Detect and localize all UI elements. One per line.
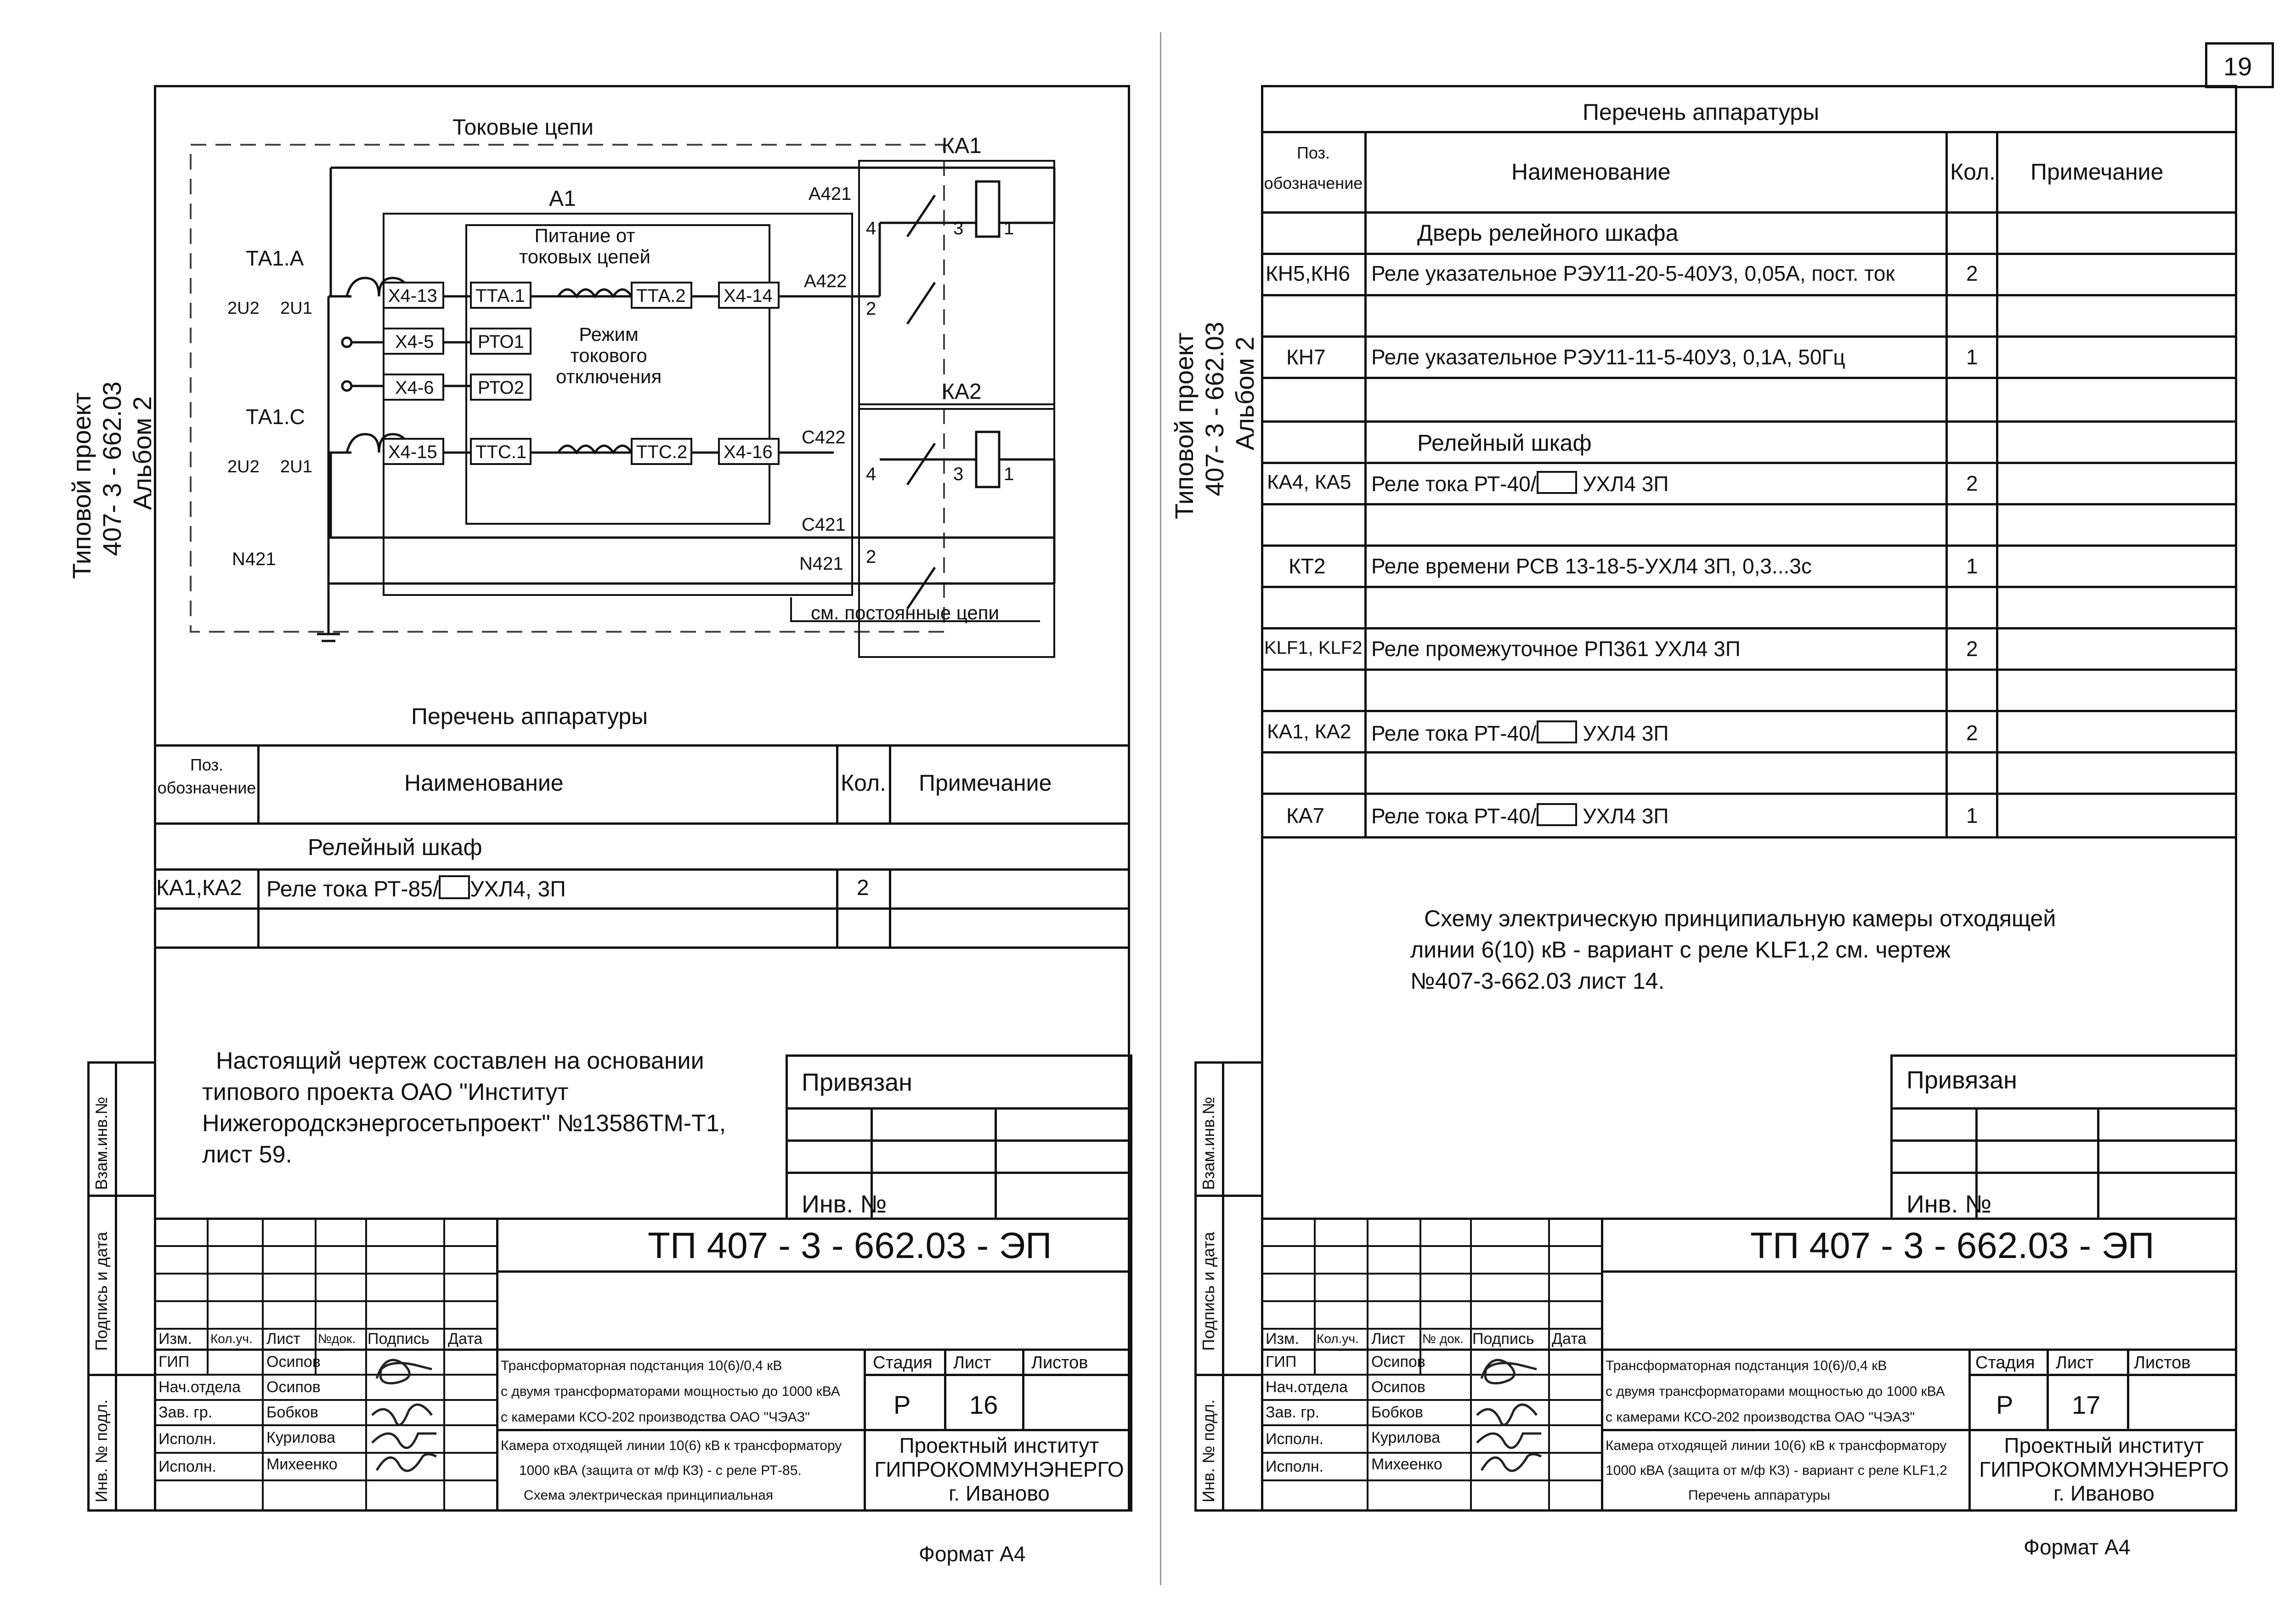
left-inv: Инв. № — [802, 1190, 887, 1218]
right-row4-pos: КТ2 — [1289, 554, 1326, 578]
r-h11 — [1261, 627, 2237, 629]
right-org: Проектный институт ГИПРОКОММУНЭНЕРГО г. Иваново — [1979, 1434, 2229, 1505]
r-h5 — [1261, 377, 2237, 379]
right-row1-qty: 2 — [1966, 261, 1978, 285]
r-h13 — [1261, 710, 2237, 712]
mode-label: Режим токового отключения — [556, 323, 662, 387]
right-name-2: Осипов — [1371, 1378, 1425, 1396]
left-stamp-h-code — [496, 1270, 1132, 1273]
left-note: Настоящий чертеж составлен на основании типового проекта ОАО "Институт Нижегородскэнергосетьпроект" №13586ТМ-Т1, лист 59. — [202, 1048, 726, 1168]
rg-h3 — [1261, 1300, 1601, 1302]
right-side-div — [1222, 1061, 1224, 1512]
rg-h5 — [1261, 1349, 1601, 1351]
r-h7 — [1261, 462, 2237, 464]
right-row5-name: Реле промежуточное РП361 УХЛ4 3П — [1371, 637, 1741, 661]
left-section-title: Релейный шкаф — [308, 834, 482, 860]
right-role-2: Нач.отдела — [1266, 1378, 1348, 1396]
terminal-tta2: ТТА.2 — [636, 286, 686, 306]
left-list-col2 — [836, 744, 838, 822]
right-row5-pos: KLF1, KLF2 — [1264, 638, 1363, 658]
left-name-4: Курилова — [266, 1429, 336, 1446]
left-list-col3b — [889, 868, 891, 949]
right-col-date: Дата — [1552, 1330, 1587, 1348]
right-row3-name: Реле тока РТ-40/ УХЛ4 3П — [1371, 472, 1669, 496]
left-sheet: 16 — [969, 1390, 998, 1419]
right-row1-pos: КН5,КН6 — [1266, 261, 1350, 285]
left-col-izm: Изм. — [158, 1330, 192, 1348]
left-stamp-code: ТП 407 - 3 - 662.03 - ЭП — [648, 1225, 1052, 1266]
left-list-col1 — [257, 744, 260, 822]
terminal-x4-16: Х4-16 — [724, 442, 773, 462]
left-role-5: Исполн. — [158, 1458, 217, 1475]
right-hdr-note: Примечание — [2030, 159, 2164, 185]
lg-v3 — [315, 1218, 317, 1374]
right-col-kol: Кол.уч. — [1317, 1332, 1359, 1346]
right-side-label-3: Инв. № подл. — [1199, 1399, 1218, 1502]
right-privyazan: Привязан — [1906, 1066, 2017, 1094]
wire-a421: А421 — [809, 184, 852, 204]
left-col-date: Дата — [448, 1330, 483, 1348]
right-stamp-v-sheets — [2127, 1349, 2129, 1429]
lg-v4 — [365, 1218, 367, 1512]
right-desc2: Камера отходящей линии 10(6) кВ к трансформатору 1000 кВА (защита от м/ф КЗ) - вариант с реле KLF1,2 Перечень аппаратуры — [1606, 1438, 1947, 1503]
left-name-5: Михеенко — [266, 1456, 338, 1473]
right-row2-name: Реле указательное РЭУ11-11-5-40У3, 0,1А, 50Гц — [1371, 345, 1845, 369]
rg-v4 — [1470, 1218, 1472, 1512]
right-col-doc: № док. — [1422, 1332, 1464, 1346]
terminal-x4-5: Х4-5 — [395, 332, 434, 352]
left-role-2: Нач.отдела — [158, 1378, 241, 1396]
left-row-pos: КА1,КА2 — [156, 876, 242, 900]
right-signatures — [1472, 1351, 1548, 1484]
right-row7-qty: 1 — [1966, 804, 1978, 827]
wire-c422: С422 — [802, 427, 846, 448]
left-signatures — [368, 1351, 443, 1484]
left-list-row2-bottom — [154, 946, 1130, 949]
ka1-contact-1: 1 — [1004, 218, 1014, 238]
r-h3 — [1261, 294, 2237, 296]
left-list-title: Перечень аппаратуры — [411, 703, 648, 729]
r-h8 — [1261, 503, 2237, 505]
right-format: Формат А4 — [2024, 1535, 2131, 1559]
ta1a-term-2: 2U1 — [280, 299, 312, 318]
left-row-name: Реле тока РТ-85/ УХЛ4, 3П — [266, 875, 566, 902]
ka2-label: КА2 — [942, 380, 982, 404]
terminal-x4-14: Х4-14 — [724, 286, 773, 306]
right-stage-h: Стадия — [1975, 1353, 2035, 1372]
rg-h7 — [1261, 1399, 1601, 1401]
right-inv: Инв. № — [1906, 1190, 1992, 1218]
page-number: 19 — [2223, 52, 2252, 81]
left-list-col2b — [836, 868, 838, 949]
right-hdr-pos: Поз. обозначение — [1264, 143, 1363, 193]
r-h12 — [1261, 669, 2237, 671]
left-side-label-2: Подпись и дата — [92, 1232, 111, 1351]
right-priv-h2 — [1890, 1139, 2237, 1142]
right-list-title: Перечень аппаратуры — [1583, 99, 1820, 125]
right-row5-qty: 2 — [1966, 637, 1978, 661]
lg-v5 — [443, 1218, 445, 1512]
rg-h6 — [1261, 1374, 1601, 1376]
left-side-title: Типовой проект 407- 3 - 662.03 Альбом 2 — [67, 381, 157, 579]
right-row6-qty: 2 — [1966, 721, 1978, 745]
rg-h9 — [1261, 1452, 1601, 1454]
right-side-label-2: Подпись и дата — [1199, 1232, 1218, 1351]
right-stamp-h-stage — [1968, 1374, 2237, 1376]
right-side-title: Типовой проект 407- 3 - 662.03 Альбом 2 — [1170, 322, 1259, 519]
left-side-label-1: Взам.инв.№ — [92, 1096, 111, 1190]
terminal-ttc2: ТТС.2 — [636, 442, 688, 462]
right-stamp-code: ТП 407 - 3 - 662.03 - ЭП — [1750, 1225, 2155, 1266]
r-v3 — [1996, 131, 1998, 839]
rg-h10 — [1261, 1479, 1601, 1481]
right-hdr-name: Наименование — [1511, 159, 1671, 185]
rg-v5 — [1548, 1218, 1550, 1512]
blank-box — [439, 875, 470, 899]
right-desc1: Трансформаторная подстанция 10(6)/0,4 кВ с двумя трансформаторами мощностью до 1000 кВА с камерами КСО-202 производства ОАО "ЧЭАЗ" — [1606, 1358, 1945, 1425]
terminal-rto1: РТО1 — [478, 332, 524, 352]
ta1a-label: ТА1.А — [246, 246, 304, 270]
left-name-1: Осипов — [266, 1353, 321, 1371]
blank-box — [1537, 471, 1577, 494]
right-priv-v2 — [2097, 1107, 2099, 1220]
left-priv-v2 — [995, 1107, 997, 1220]
right-priv-h1 — [1890, 1107, 2237, 1110]
right-col-izm: Изм. — [1266, 1330, 1299, 1348]
rg-h1 — [1261, 1245, 1601, 1247]
left-role-4: Исполн. — [158, 1430, 217, 1448]
ka2-contact-3: 3 — [953, 464, 964, 484]
left-priv-h1 — [786, 1107, 1132, 1110]
ta1a-term-1: 2U2 — [227, 299, 260, 318]
left-side-h2 — [87, 1374, 156, 1376]
left-hdr-name: Наименование — [404, 770, 564, 796]
rg-v2 — [1367, 1218, 1369, 1512]
right-stage: Р — [1996, 1390, 2013, 1419]
left-list-hdr-bottom — [154, 822, 1130, 825]
page-fold — [1160, 32, 1161, 1585]
r-v1 — [1364, 131, 1367, 839]
left-sheet-h: Лист — [953, 1353, 991, 1372]
right-side-h1 — [1194, 1195, 1263, 1197]
right-row6-name: Реле тока РТ-40/ УХЛ4 3П — [1371, 721, 1669, 745]
ta1c-term-1: 2U2 — [227, 457, 260, 476]
r-h0 — [1261, 131, 2237, 133]
ta1c-label: ТА1.С — [246, 405, 305, 429]
left-privyazan: Привязан — [802, 1069, 912, 1096]
lg-v2 — [262, 1218, 264, 1512]
rg-h4 — [1261, 1328, 1601, 1330]
left-stage-h: Стадия — [873, 1353, 933, 1372]
right-row2-pos: КН7 — [1286, 345, 1326, 369]
left-list-row1-top — [154, 868, 1130, 871]
ka2-contact-1: 1 — [1004, 464, 1014, 484]
r-h6 — [1261, 420, 2237, 423]
terminal-x4-6: Х4-6 — [395, 378, 434, 398]
left-priv-h2 — [786, 1139, 1132, 1142]
left-desc2: Камера отходящей линии 10(6) кВ к трансформатору 1000 кВА (защита от м/ф КЗ) - с реле РТ-85. Схема электрическая принципиальная — [501, 1438, 842, 1503]
supply-label: Питание от токовых цепей — [519, 225, 651, 267]
right-note: Схему электрическую принципиальную камеры отходящей линии 6(10) кВ - вариант с реле KLF1,2 см. чертеж №407-3-662.03 лист 14. — [1410, 906, 2056, 994]
ka1-label: КА1 — [942, 134, 982, 158]
r-v2 — [1945, 131, 1948, 839]
left-stamp-h-stage — [864, 1374, 1132, 1376]
right-row6-pos: КА1, КА2 — [1267, 720, 1352, 743]
right-role-3: Зав. гр. — [1266, 1404, 1320, 1421]
r-h4 — [1261, 335, 2237, 338]
right-row3-pos: КА4, КА5 — [1267, 471, 1352, 493]
rg-v1 — [1314, 1218, 1316, 1374]
right-row1-name: Реле указательное РЭУ11-20-5-40У3, 0,05А, пост. ток — [1371, 261, 1895, 285]
r-h9 — [1261, 544, 2237, 547]
rg-v3 — [1419, 1218, 1421, 1374]
see-note: см. постоянные цепи — [811, 602, 999, 623]
ta1c-term-2: 2U1 — [280, 457, 312, 476]
left-side-div — [115, 1061, 117, 1512]
right-name-4: Курилова — [1371, 1429, 1441, 1446]
right-col-sign: Подпись — [1472, 1330, 1534, 1348]
left-stamp-v-main — [496, 1218, 498, 1512]
ka2-contact-4: 4 — [866, 464, 877, 484]
left-hdr-qty: Кол. — [841, 770, 886, 796]
right-name-3: Бобков — [1371, 1404, 1423, 1421]
terminal-x4-13: Х4-13 — [388, 286, 437, 306]
wire-a422: А422 — [804, 271, 847, 291]
terminal-rto2: РТО2 — [478, 378, 524, 398]
left-stage: Р — [894, 1390, 911, 1419]
left-list-top — [154, 744, 1130, 747]
left-format: Формат А4 — [919, 1542, 1026, 1566]
blank-box — [1537, 803, 1577, 826]
r-h15 — [1261, 793, 2237, 795]
left-side-h1 — [87, 1195, 156, 1197]
right-name-1: Осипов — [1371, 1353, 1425, 1371]
right-priv-h3 — [1890, 1172, 2237, 1174]
r-h16 — [1261, 836, 2237, 839]
left-stamp-v-sheet — [944, 1349, 946, 1429]
terminal-x4-15: Х4-15 — [388, 442, 437, 462]
right-row3-qty: 2 — [1966, 471, 1978, 495]
right-role-1: ГИП — [1266, 1353, 1297, 1371]
right-section-2: Релейный шкаф — [1417, 430, 1592, 456]
left-name-3: Бобков — [266, 1404, 318, 1421]
right-section-1: Дверь релейного шкафа — [1417, 220, 1679, 246]
right-stamp-h-desc — [1601, 1349, 2237, 1351]
right-row7-name: Реле тока РТ-40/ УХЛ4 3П — [1371, 804, 1669, 828]
terminal-ttc1: ТТС.1 — [475, 442, 527, 462]
left-hdr-pos: Поз. обозначение — [157, 755, 256, 797]
left-col-doc: №док. — [318, 1332, 356, 1346]
right-sheets-h: Листов — [2134, 1353, 2191, 1372]
rg-h8 — [1261, 1424, 1601, 1426]
ka1-contact-3: 3 — [953, 218, 964, 238]
left-name-2: Осипов — [266, 1378, 321, 1396]
left-stamp-h-desc — [496, 1349, 1132, 1351]
left-list-row1-bottom — [154, 907, 1130, 910]
right-stamp-v-main — [1601, 1218, 1603, 1512]
wire-n421-b: N421 — [799, 554, 843, 574]
left-priv-h3 — [786, 1172, 1132, 1174]
ka1-contact-4: 4 — [866, 218, 877, 238]
blank-box — [1537, 720, 1577, 743]
wire-n421-a: N421 — [232, 549, 276, 569]
left-col-kol: Кол.уч. — [210, 1332, 253, 1346]
schematic-title: Токовые цепи — [452, 115, 594, 140]
right-stamp-v-sheet — [2047, 1349, 2049, 1429]
left-org: Проектный институт ГИПРОКОММУНЭНЕРГО г. Иваново — [874, 1434, 1124, 1505]
r-h10 — [1261, 586, 2237, 588]
a1-label: А1 — [549, 187, 576, 211]
right-row2-qty: 1 — [1966, 345, 1978, 369]
left-hdr-note: Примечание — [919, 770, 1052, 796]
left-list-col1b — [257, 868, 260, 949]
left-row-qty: 2 — [857, 876, 869, 900]
right-sheet: 17 — [2072, 1390, 2101, 1419]
left-list-col3 — [889, 744, 891, 822]
left-stamp-v-sheets — [1022, 1349, 1024, 1429]
right-side-h2 — [1194, 1374, 1263, 1376]
right-role-4: Исполн. — [1266, 1430, 1324, 1448]
r-h2 — [1261, 253, 2237, 255]
right-col-list: Лист — [1371, 1330, 1405, 1348]
right-name-5: Михеенко — [1371, 1456, 1442, 1473]
left-desc1: Трансформаторная подстанция 10(6)/0,4 кВ с двумя трансформаторами мощностью до 1000 кВА с камерами КСО-202 производства ОАО "ЧЭАЗ" — [501, 1358, 840, 1425]
left-sheets-h: Листов — [1031, 1353, 1088, 1372]
ka1-contact-2: 2 — [866, 299, 877, 319]
right-row7-pos: КА7 — [1286, 804, 1325, 827]
left-role-1: ГИП — [158, 1353, 190, 1371]
left-role-3: Зав. гр. — [158, 1404, 213, 1421]
right-hdr-qty: Кол. — [1950, 159, 1996, 185]
right-row4-qty: 1 — [1966, 554, 1978, 578]
left-col-sign: Подпись — [368, 1330, 430, 1348]
right-sheet-h: Лист — [2056, 1353, 2094, 1372]
terminal-tta1: ТТА.1 — [475, 286, 525, 306]
right-row4-name: Реле времени РСВ 13-18-5-УХЛ4 3П, 0,3...3с — [1371, 554, 1812, 578]
left-stamp-v-stage — [864, 1349, 866, 1512]
right-role-5: Исполн. — [1266, 1458, 1324, 1475]
right-side-label-1: Взам.инв.№ — [1199, 1096, 1218, 1190]
r-h14 — [1261, 751, 2237, 754]
right-stamp-h-code — [1601, 1270, 2237, 1273]
left-col-list: Лист — [266, 1330, 300, 1348]
lg-v1 — [207, 1218, 209, 1374]
wire-c421: С421 — [802, 515, 846, 535]
ka2-contact-2: 2 — [866, 547, 877, 567]
r-h1 — [1261, 211, 2237, 214]
left-side-label-3: Инв. № подл. — [92, 1399, 111, 1502]
rg-h2 — [1261, 1273, 1601, 1275]
